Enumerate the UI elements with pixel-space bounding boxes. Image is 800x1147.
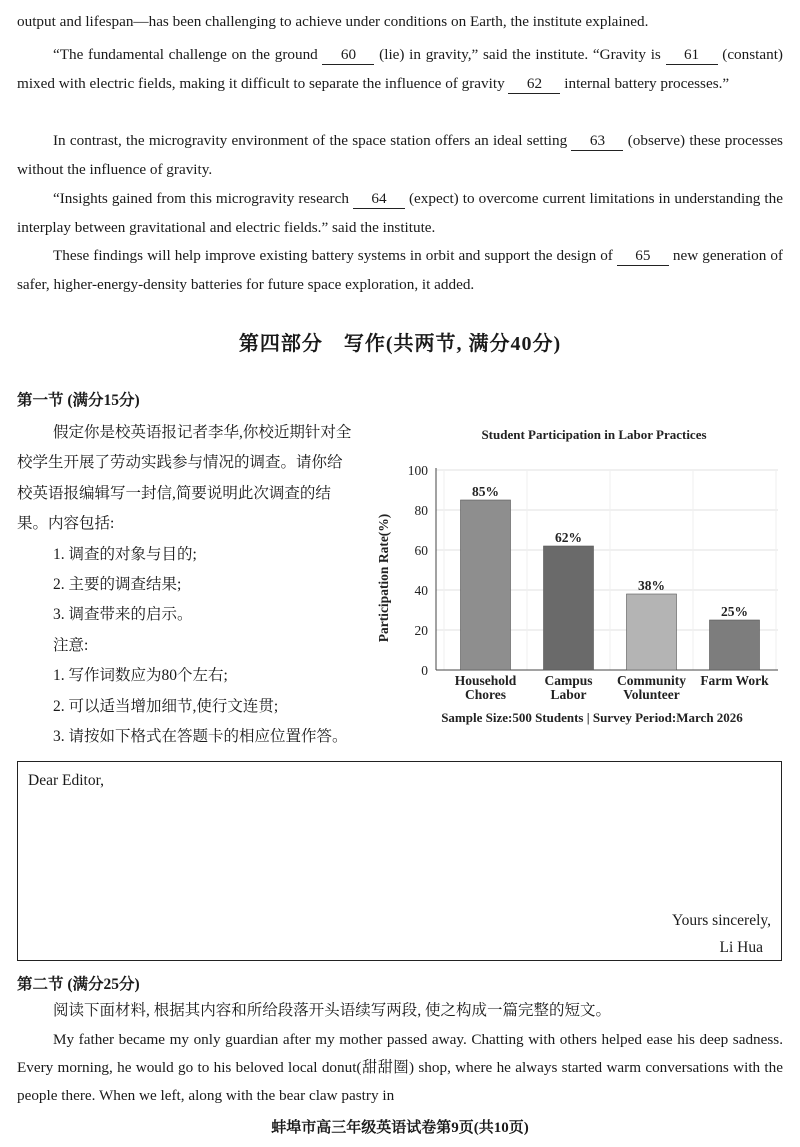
x-tick-label: Community [616, 673, 687, 688]
notice-item: 2. 可以适当增加细节,使行文连贯; [53, 697, 279, 715]
y-tick-label: 80 [414, 503, 428, 518]
chart-title: Student Participation in Labor Practices [481, 427, 707, 442]
passage-text: These findings will help improve existing battery systems in orbit and support the design of [53, 247, 617, 264]
chart-caption: Sample Size:500 Students | Survey Period:March 2026 [441, 710, 743, 725]
passage-paragraph-3 [17, 127, 783, 184]
instruction-item: 3. 调查带来的启示。 [53, 606, 193, 624]
blank-60[interactable]: 60 [322, 46, 374, 65]
blank-65[interactable]: 65 [617, 247, 669, 266]
x-tick-label: Volunteer [623, 687, 680, 702]
passage-text: (expect) to overcome current limitations in understanding the interplay between gravitational and electric fields.” said the institute. [17, 190, 783, 236]
bar-chart-svg [370, 418, 790, 733]
passage-text: new generation of safer, higher-energy-density batteries for future space exploration, it added. [17, 247, 783, 293]
blank-61[interactable]: 61 [666, 46, 718, 65]
y-tick-label: 20 [414, 623, 428, 638]
section1-title: 第一节 (满分15分) [17, 392, 140, 409]
passage-text: (lie) in gravity,” said the institute. “Gravity is [374, 46, 666, 63]
y-tick-label: 40 [414, 583, 428, 598]
page-footer: 蚌埠市高三年级英语试卷第9页(共10页) [271, 1120, 529, 1136]
section2-title: 第二节 (满分25分) [17, 976, 140, 993]
blank-63[interactable]: 63 [571, 132, 623, 151]
passage-text: “Insights gained from this microgravity research [53, 190, 353, 207]
blank-64[interactable]: 64 [353, 190, 405, 209]
passage-text: (constant) mixed with electric fields, making it difficult to separate the influence of gravity [17, 46, 783, 92]
bar-value-label: 85% [472, 484, 499, 499]
passage-paragraph-4 [17, 185, 783, 242]
bar [627, 594, 677, 670]
section2-instruction: 阅读下面材料, 根据其内容和所给段落开头语续写两段, 使之构成一篇完整的短文。 [53, 1002, 612, 1019]
x-tick-label: Labor [550, 687, 587, 702]
part4-heading: 第四部分 写作(共两节, 满分40分) [238, 333, 562, 355]
notice-label: 注意: [53, 636, 89, 654]
x-tick-label: Campus [544, 673, 593, 688]
passage-paragraph-2 [17, 41, 783, 98]
letter-closing: Yours sincerely, [671, 912, 771, 929]
section1-instructions [17, 418, 357, 752]
y-axis-ticks [408, 463, 429, 678]
x-tick-label: Farm Work [700, 673, 769, 688]
bar-value-label: 38% [638, 578, 665, 593]
y-tick-label: 0 [421, 663, 428, 678]
bar-value-label: 25% [721, 604, 748, 619]
answer-box[interactable] [17, 761, 782, 961]
bar-value-label: 62% [555, 530, 582, 545]
passage-paragraph-5 [17, 242, 783, 299]
x-tick-label: Household [454, 673, 517, 688]
passage-text: In contrast, the microgravity environment of the space station offers an ideal setting [53, 132, 572, 149]
y-tick-label: 60 [414, 543, 428, 558]
section2-story: My father became my only guardian after my mother passed away. Chatting with others helped ease his deep sadness. Every morning, he would go to his beloved local donut(甜甜圈) shop, where he always started warm conversations with the people there. When we left, along with the bear claw pastry in [17, 1031, 783, 1104]
passage-text: “The fundamental challenge on the ground [53, 46, 323, 63]
passage-text: (observe) these processes without the influence of gravity. [17, 132, 783, 178]
bar [544, 546, 594, 670]
y-tick-label: 100 [407, 463, 428, 478]
letter-signer: Li Hua [719, 939, 763, 956]
blank-62[interactable]: 62 [508, 75, 560, 94]
instruction-prompt: 假定你是校英语报记者李华,你校近期针对全校学生开展了劳动实践参与情况的调查。请你给校英语报编辑写一封信,简要说明此次调查的结果。内容包括: [17, 424, 352, 533]
letter-salutation: Dear Editor, [28, 772, 104, 789]
notice-item: 3. 请按如下格式在答题卡的相应位置作答。 [53, 728, 348, 746]
instruction-item: 2. 主要的调查结果; [53, 576, 182, 594]
participation-chart [370, 418, 790, 733]
passage-text: internal battery processes.” [560, 74, 730, 92]
x-tick-label: Chores [464, 687, 507, 702]
notice-item: 1. 写作词数应为80个左右; [53, 667, 228, 685]
x-axis-labels [455, 673, 769, 702]
instruction-item: 1. 调查的对象与目的; [53, 545, 197, 563]
y-axis-label: Participation Rate(%) [376, 513, 391, 643]
passage-text: output and lifespan—has been challenging to achieve under conditions on Earth, the institute explained. [17, 13, 649, 30]
passage-line-1 [17, 8, 783, 37]
bar [710, 620, 760, 670]
bar [461, 500, 511, 670]
